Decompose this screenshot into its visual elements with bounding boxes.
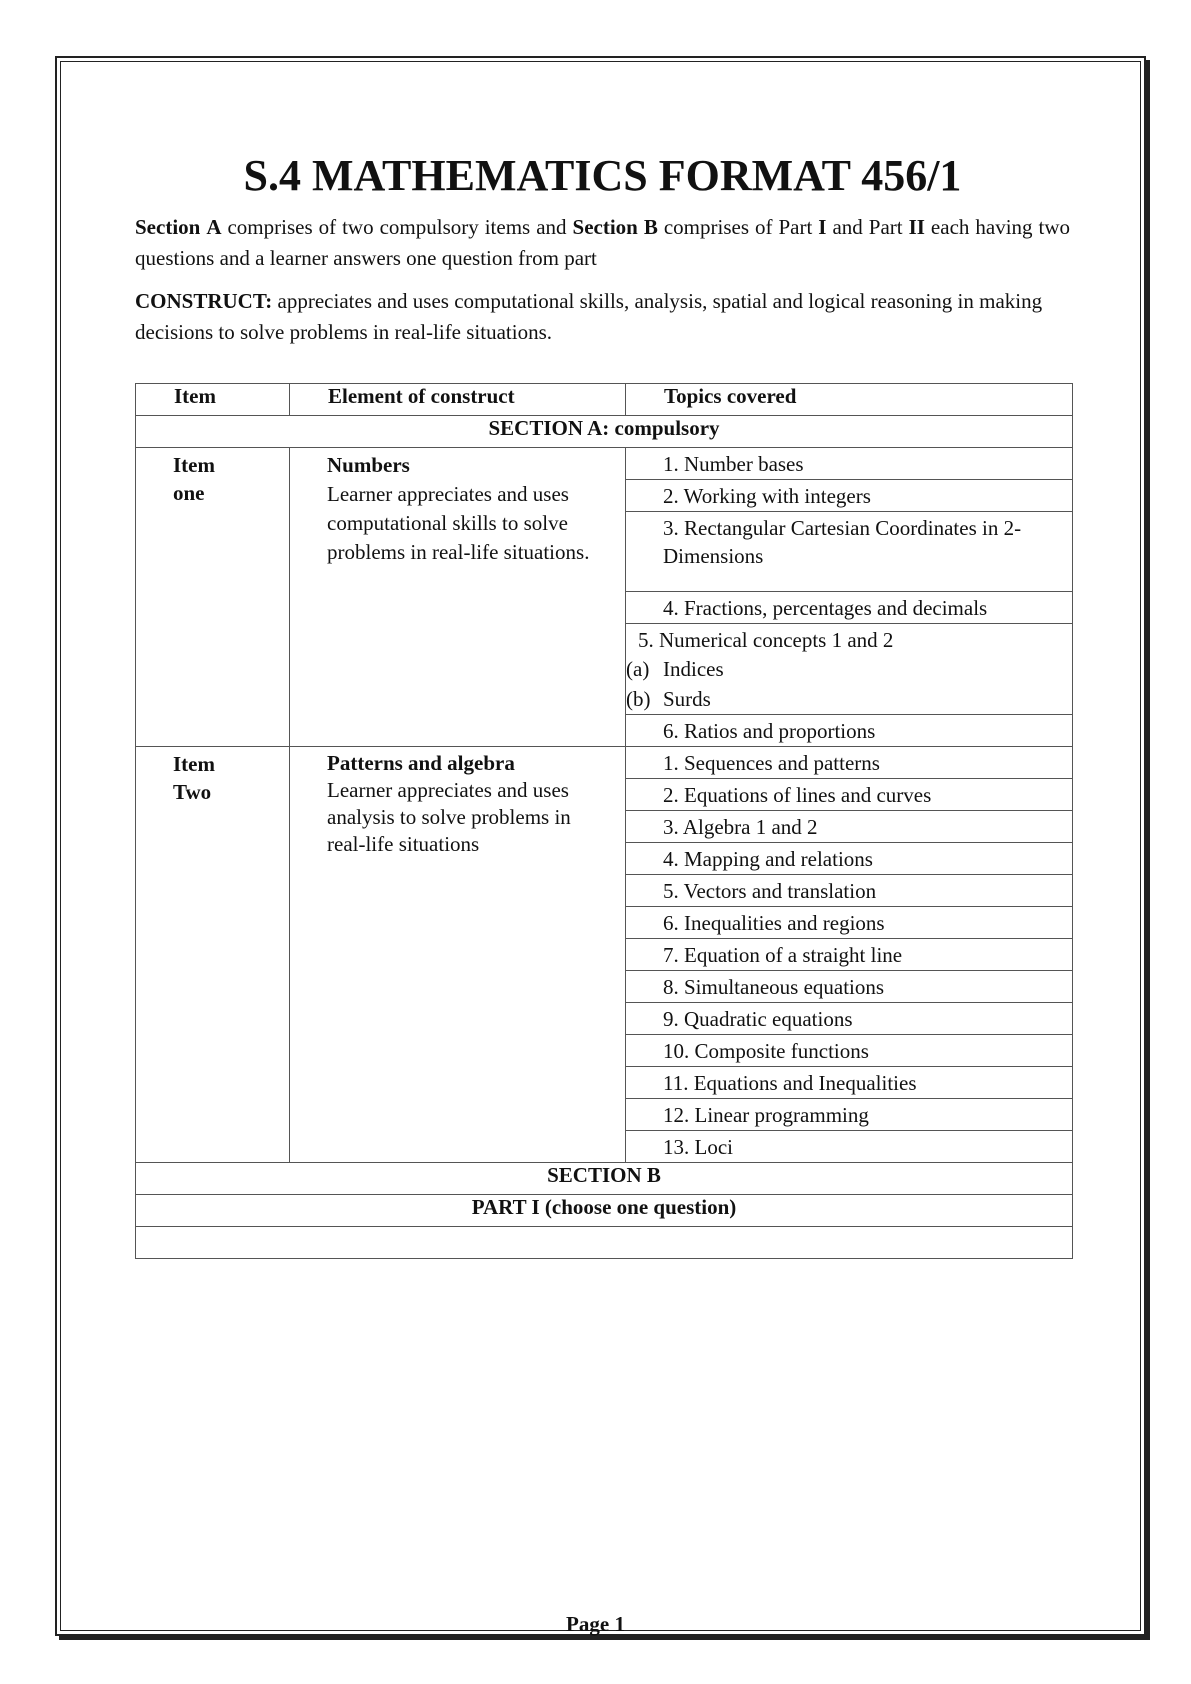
topic-cell: 4. Mapping and relations [626, 843, 1073, 875]
section-b-row [136, 1163, 1073, 1195]
topic-cell: 6. Inequalities and regions [626, 907, 1073, 939]
element-text-numbers: Learner appreciates and uses computational skills to solve problems in real-life situations. [327, 482, 590, 564]
intro-text-3: and Part [826, 215, 909, 239]
construct-text: appreciates and uses computational skills, analysis, spatial and logical reasoning in making decisions to solve problems in real-life situations. [135, 289, 1043, 344]
topic-cell: 3. Algebra 1 and 2 [626, 811, 1073, 843]
topic-cell: 9. Quadratic equations [626, 1003, 1073, 1035]
topic-cell: 13. Loci [626, 1131, 1073, 1163]
part-i-label: I [818, 215, 827, 239]
header-item: Item [136, 384, 290, 416]
topic-cell: 1. Number bases [626, 448, 1073, 480]
subtopic-text: Surds [663, 687, 711, 711]
item-one-element [290, 448, 626, 747]
section-b-word: Section [572, 215, 638, 239]
subtopic-surds [626, 684, 1072, 714]
section-a-row [136, 416, 1073, 448]
empty-cell [136, 1227, 1073, 1259]
item-two-text: Item Two [173, 752, 215, 804]
intro-text-2: comprises of Part [657, 215, 819, 239]
part-one-heading: PART I (choose one question) [136, 1195, 1073, 1227]
section-a-letter: A [206, 215, 222, 239]
document-title: S.4 MATHEMATICS FORMAT 456/1 [243, 151, 962, 200]
topic-cell: 12. Linear programming [626, 1099, 1073, 1131]
intro-paragraph [135, 212, 1070, 274]
item-two-label [136, 747, 290, 1163]
section-a-heading: SECTION A: compulsory [136, 416, 1073, 448]
header-element: Element of construct [290, 384, 626, 416]
subtopic-indices [626, 654, 1072, 684]
empty-row [136, 1227, 1073, 1259]
topic-cell: 8. Simultaneous equations [626, 971, 1073, 1003]
item-one-text: Item one [173, 453, 215, 505]
topic-numerical-concepts: 5. Numerical concepts 1 and 2 [638, 628, 894, 652]
intro-text-4: each having two questions and a learner answers one question from part [135, 215, 1071, 270]
element-title-numbers: Numbers [327, 453, 410, 477]
part-ii-label: II [908, 215, 925, 239]
intro-text-1: comprises of two compulsory items and [221, 215, 573, 239]
item-one-label [136, 448, 290, 747]
topic-cell: 7. Equation of a straight line [626, 939, 1073, 971]
topic-cell: 10. Composite functions [626, 1035, 1073, 1067]
construct-label: CONSTRUCT: [135, 289, 273, 313]
element-text-patterns: Learner appreciates and uses analysis to solve problems in real-life situations [327, 778, 571, 856]
part-one-row [136, 1195, 1073, 1227]
construct-paragraph [135, 286, 1070, 348]
topic-cell: 2. Working with integers [626, 480, 1073, 512]
table-row [136, 747, 1073, 779]
subtopic-mark: (a) [626, 657, 650, 681]
section-b-letter: B [643, 215, 658, 239]
format-table [135, 383, 1073, 1259]
topic-cell: 3. Rectangular Cartesian Coordinates in 2-Dimensions [626, 512, 1073, 592]
table-row [136, 448, 1073, 480]
topic-cell: 1. Sequences and patterns [626, 747, 1073, 779]
subtopic-mark: (b) [626, 687, 651, 711]
table-header-row [136, 384, 1073, 416]
topic-cell: 11. Equations and Inequalities [626, 1067, 1073, 1099]
topic-cell-numerical [626, 624, 1073, 715]
subtopic-text: Indices [663, 657, 724, 681]
section-b-heading: SECTION B [136, 1163, 1073, 1195]
page-number: Page 1 [566, 1612, 625, 1636]
topic-cell: 5. Vectors and translation [626, 875, 1073, 907]
topic-cell: 6. Ratios and proportions [626, 715, 1073, 747]
element-title-patterns: Patterns and algebra [327, 751, 515, 775]
item-two-element [290, 747, 626, 1163]
topic-cell: 2. Equations of lines and curves [626, 779, 1073, 811]
header-topics: Topics covered [626, 384, 1073, 416]
topic-cell: 4. Fractions, percentages and decimals [626, 592, 1073, 624]
section-a-word: Section [135, 215, 201, 239]
